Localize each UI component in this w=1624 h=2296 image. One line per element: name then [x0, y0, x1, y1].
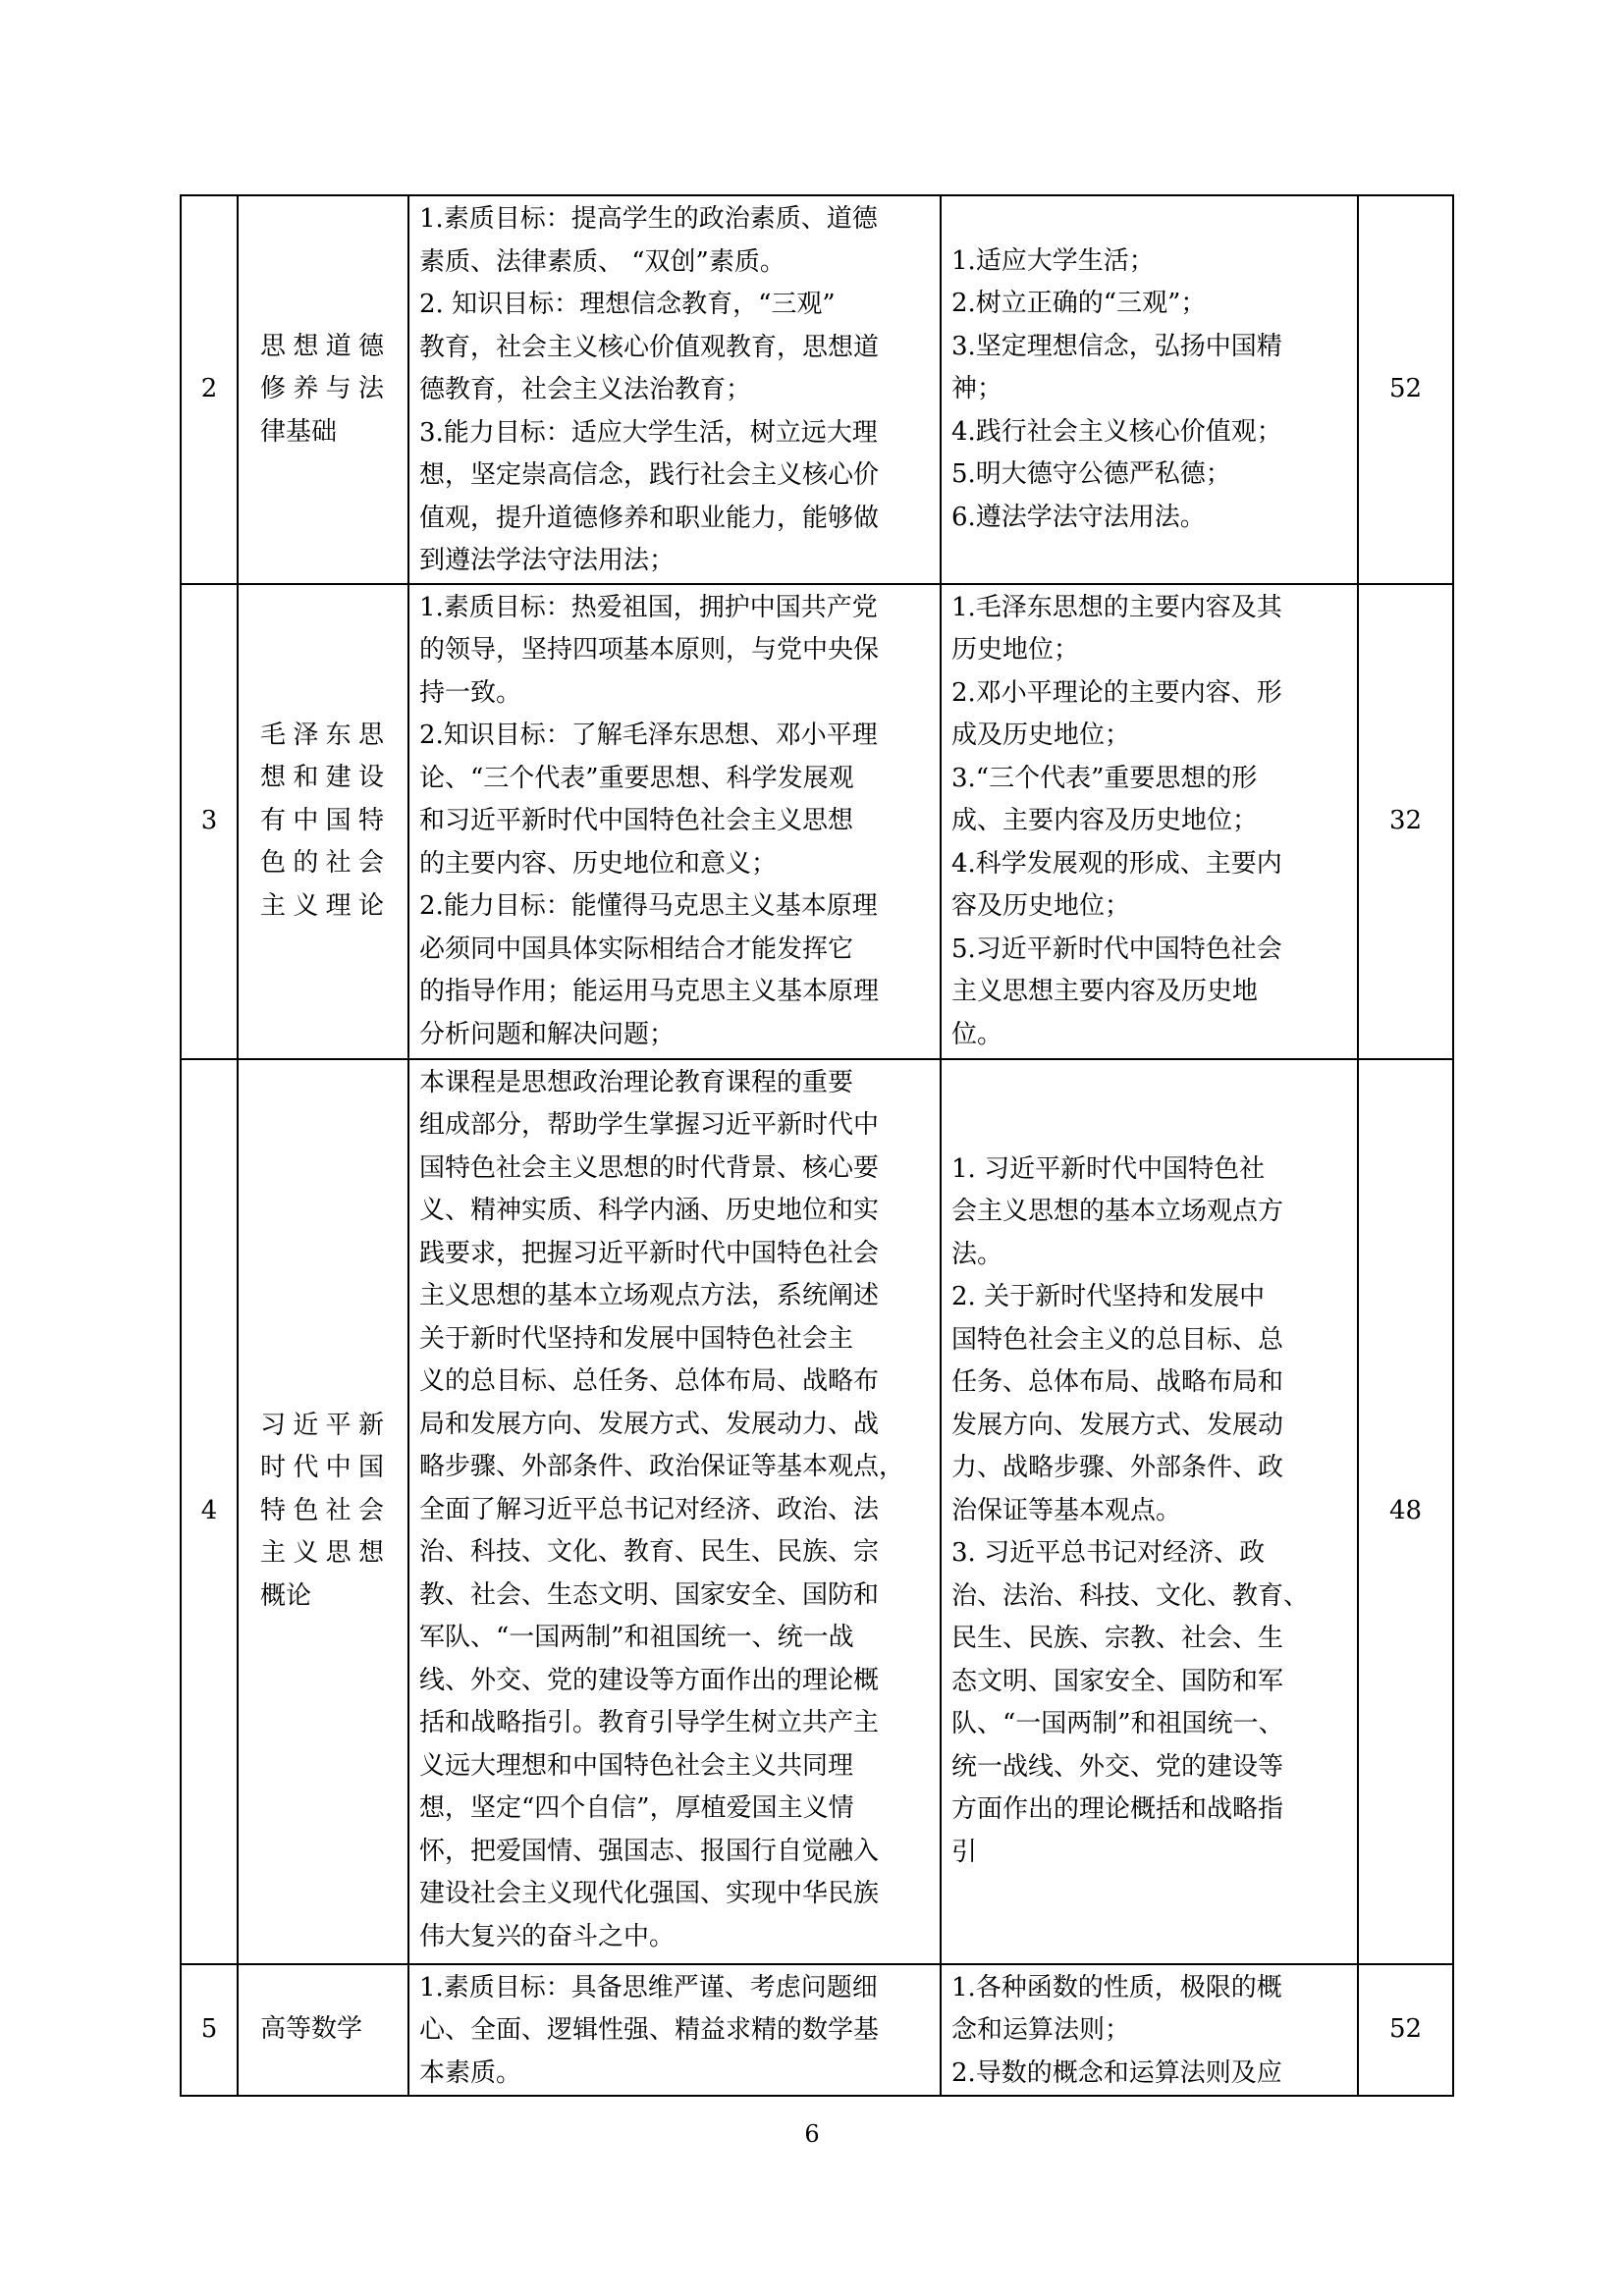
content-line: 治保证等基本观点。 [951, 1495, 1182, 1525]
course-name [238, 584, 408, 1059]
course-name-line: 色的社会 [260, 848, 386, 879]
goal-line: 关于新时代坚持和发展中国特色社会主 [419, 1323, 854, 1354]
course-hours: 52 [1358, 1964, 1453, 2097]
goal-line: 2. 知识目标：理想信念教育，“三观” [419, 290, 836, 319]
course-goals [408, 195, 941, 584]
course-name-line: 想和建设 [260, 763, 386, 793]
course-content [941, 1059, 1358, 1964]
content-line: 力、战略步骤、外部条件、政 [951, 1453, 1284, 1483]
content-line: 3.“三个代表”重要思想的形 [951, 763, 1258, 793]
course-name [238, 1059, 408, 1964]
course-table-body [181, 195, 1453, 2096]
content-line: 4.科学发展观的形成、主要内 [951, 848, 1282, 879]
content-line: 5.习近平新时代中国特色社会 [951, 934, 1282, 964]
content-line: 民生、民族、宗教、社会、生 [951, 1624, 1284, 1654]
goal-line: 伟大复兴的奋斗之中。 [419, 1921, 676, 1951]
goal-line: 教育，社会主义核心价值观教育，思想道 [419, 332, 880, 362]
goal-line: 的指导作用；能运用马克思主义基本原理 [419, 977, 880, 1006]
content-line: 2.邓小平理论的主要内容、形 [951, 677, 1282, 708]
content-line: 2. 关于新时代坚持和发展中 [951, 1282, 1266, 1312]
goal-line: 持一致。 [419, 677, 522, 708]
content-line: 主义思想主要内容及历史地 [951, 977, 1259, 1006]
course-number: 3 [181, 584, 238, 1059]
course-number: 2 [181, 195, 238, 584]
table-row [181, 584, 1453, 1059]
goal-line: 教、社会、生态文明、国家安全、国防和 [419, 1579, 880, 1610]
goal-line: 必须同中国具体实际相结合才能发挥它 [419, 934, 854, 964]
goal-line: 全面了解习近平总书记对经济、政治、法 [419, 1494, 880, 1524]
goal-line: 义的总目标、总任务、总体布局、战略布 [419, 1366, 880, 1396]
goal-line: 3.能力目标：适应大学生活，树立远大理 [419, 417, 878, 448]
content-line: 国特色社会主义的总目标、总 [951, 1324, 1284, 1355]
goal-line: 想，坚定“四个自信”，厚植爱国主义情 [419, 1793, 854, 1823]
content-line: 容及历史地位； [951, 891, 1131, 921]
content-line: 2.导数的概念和运算法则及应 [951, 2057, 1282, 2088]
course-name [238, 195, 408, 584]
goal-line: 2.能力目标：能懂得马克思主义基本原理 [419, 891, 878, 921]
goal-line: 本课程是思想政治理论教育课程的重要 [419, 1067, 854, 1097]
course-content [941, 1964, 1358, 2097]
goal-line: 组成部分，帮助学生掌握习近平新时代中 [419, 1110, 880, 1140]
content-line: 神； [951, 374, 1003, 403]
content-line: 会主义思想的基本立场观点方 [951, 1197, 1284, 1227]
content-line: 1.各种函数的性质，极限的概 [951, 1972, 1282, 2002]
course-name-line: 毛泽东思 [260, 720, 386, 750]
goal-line: 德教育，社会主义法治教育； [419, 375, 752, 404]
content-line: 队、“一国两制”和祖国统一、 [951, 1709, 1284, 1739]
goal-line: 义远大理想和中国特色社会主义共同理 [419, 1750, 854, 1781]
course-table [180, 194, 1454, 2097]
goal-line: 局和发展方向、发展方式、发展动力、战 [419, 1409, 880, 1439]
course-content [941, 584, 1358, 1059]
goal-line: 值观，提升道德修养和职业能力，能够做 [419, 503, 880, 533]
goal-line: 分析问题和解决问题； [419, 1019, 676, 1049]
course-hours: 52 [1358, 195, 1453, 584]
goal-line: 想，坚定崇高信念，践行社会主义核心价 [419, 460, 880, 490]
content-line: 成、主要内容及历史地位； [951, 806, 1259, 835]
goal-line: 本素质。 [419, 2057, 522, 2088]
course-name-line: 时代中国 [260, 1453, 386, 1483]
course-name-line: 高等数学 [260, 2014, 363, 2044]
goal-line: 建设社会主义现代化强国、实现中华民族 [419, 1879, 880, 1908]
goal-line: 素质、法律素质、 “双创”素质。 [419, 246, 785, 277]
goal-line: 国特色社会主义思想的时代背景、核心要 [419, 1152, 880, 1183]
goal-line: 略步骤、外部条件、政治保证等基本观点， [419, 1452, 905, 1481]
goal-line: 1.素质目标：提高学生的政治素质、道德 [419, 204, 878, 234]
course-content [941, 195, 1358, 584]
content-line: 任务、总体布局、战略布局和 [951, 1367, 1284, 1398]
content-line: 1.适应大学生活； [951, 245, 1155, 276]
course-goals [408, 584, 941, 1059]
content-line: 成及历史地位； [951, 721, 1131, 750]
goal-line: 1.素质目标：具备思维严谨、考虑问题细 [419, 1972, 878, 2002]
goal-line: 1.素质目标：热爱祖国，拥护中国共产党 [419, 592, 878, 622]
course-name [238, 1964, 408, 2097]
course-name-line: 特色社会 [260, 1495, 386, 1525]
content-line: 发展方向、发展方式、发展动 [951, 1410, 1284, 1440]
goal-line: 和习近平新时代中国特色社会主义思想 [419, 806, 854, 835]
table-row [181, 1964, 1453, 2097]
course-goals [408, 1964, 941, 2097]
goal-line: 心、全面、逻辑性强、精益求精的数学基 [419, 2015, 880, 2045]
table-row [181, 195, 1453, 584]
table-row [181, 1059, 1453, 1964]
content-line: 方面作出的理论概括和战略指 [951, 1794, 1284, 1825]
course-name-line: 修养与法 [260, 374, 386, 403]
course-hours: 48 [1358, 1059, 1453, 1964]
course-name-line: 主义理论 [260, 890, 386, 921]
goal-line: 怀，把爱国情、强国志、报国行自觉融入 [419, 1836, 880, 1866]
goal-line: 论、“三个代表”重要思想、科学发展观 [419, 763, 854, 793]
content-line: 法。 [951, 1239, 1003, 1269]
content-line: 治、法治、科技、文化、教育、 [951, 1580, 1310, 1611]
content-line: 念和运算法则； [951, 2015, 1131, 2045]
content-line: 态文明、国家安全、国防和军 [951, 1666, 1284, 1696]
content-line: 1.毛泽东思想的主要内容及其 [951, 592, 1282, 622]
course-name-line: 主义思想 [260, 1538, 386, 1569]
content-line: 历史地位； [951, 635, 1080, 665]
goal-line: 军队、“一国两制”和祖国统一、统一战 [419, 1623, 854, 1652]
content-line: 1. 习近平新时代中国特色社 [951, 1153, 1266, 1184]
goal-line: 主义思想的基本立场观点方法，系统阐述 [419, 1281, 880, 1310]
course-name-line: 习近平新 [260, 1410, 386, 1440]
goal-line: 括和战略指引。教育引导学生树立共产主 [419, 1708, 880, 1737]
course-number: 4 [181, 1059, 238, 1964]
course-name-line: 概论 [260, 1580, 312, 1611]
goal-line: 义、精神实质、科学内涵、历史地位和实 [419, 1196, 880, 1225]
content-line: 4.践行社会主义核心价值观； [951, 416, 1282, 447]
course-name-line: 思想道德 [260, 331, 386, 361]
course-name-line: 律基础 [260, 416, 338, 447]
course-hours: 32 [1358, 584, 1453, 1059]
content-line: 3. 习近平总书记对经济、政 [951, 1538, 1266, 1569]
goal-line: 线、外交、党的建设等方面作出的理论概 [419, 1665, 880, 1695]
course-goals [408, 1059, 941, 1964]
goal-line: 到遵法学法守法用法； [419, 546, 676, 575]
course-name-line: 有中国特 [260, 805, 386, 835]
content-line: 位。 [951, 1019, 1003, 1049]
goal-line: 的主要内容、历史地位和意义； [419, 848, 778, 879]
goal-line: 的领导，坚持四项基本原则，与党中央保 [419, 635, 880, 665]
goal-line: 治、科技、文化、教育、民生、民族、宗 [419, 1537, 880, 1567]
goal-line: 2.知识目标：了解毛泽东思想、邓小平理 [419, 721, 878, 750]
content-line: 3.坚定理想信念，弘扬中国精 [951, 331, 1282, 361]
content-line: 2.树立正确的“三观”； [951, 289, 1207, 318]
course-number: 5 [181, 1964, 238, 2097]
goal-line: 践要求，把握习近平新时代中国特色社会 [419, 1238, 880, 1268]
content-line: 5.明大德守公德严私德； [951, 459, 1231, 489]
page-number: 6 [804, 2120, 820, 2148]
content-line: 统一战线、外交、党的建设等 [951, 1751, 1284, 1782]
content-line: 引 [951, 1837, 978, 1867]
content-line: 6.遵法学法守法用法。 [951, 502, 1206, 532]
